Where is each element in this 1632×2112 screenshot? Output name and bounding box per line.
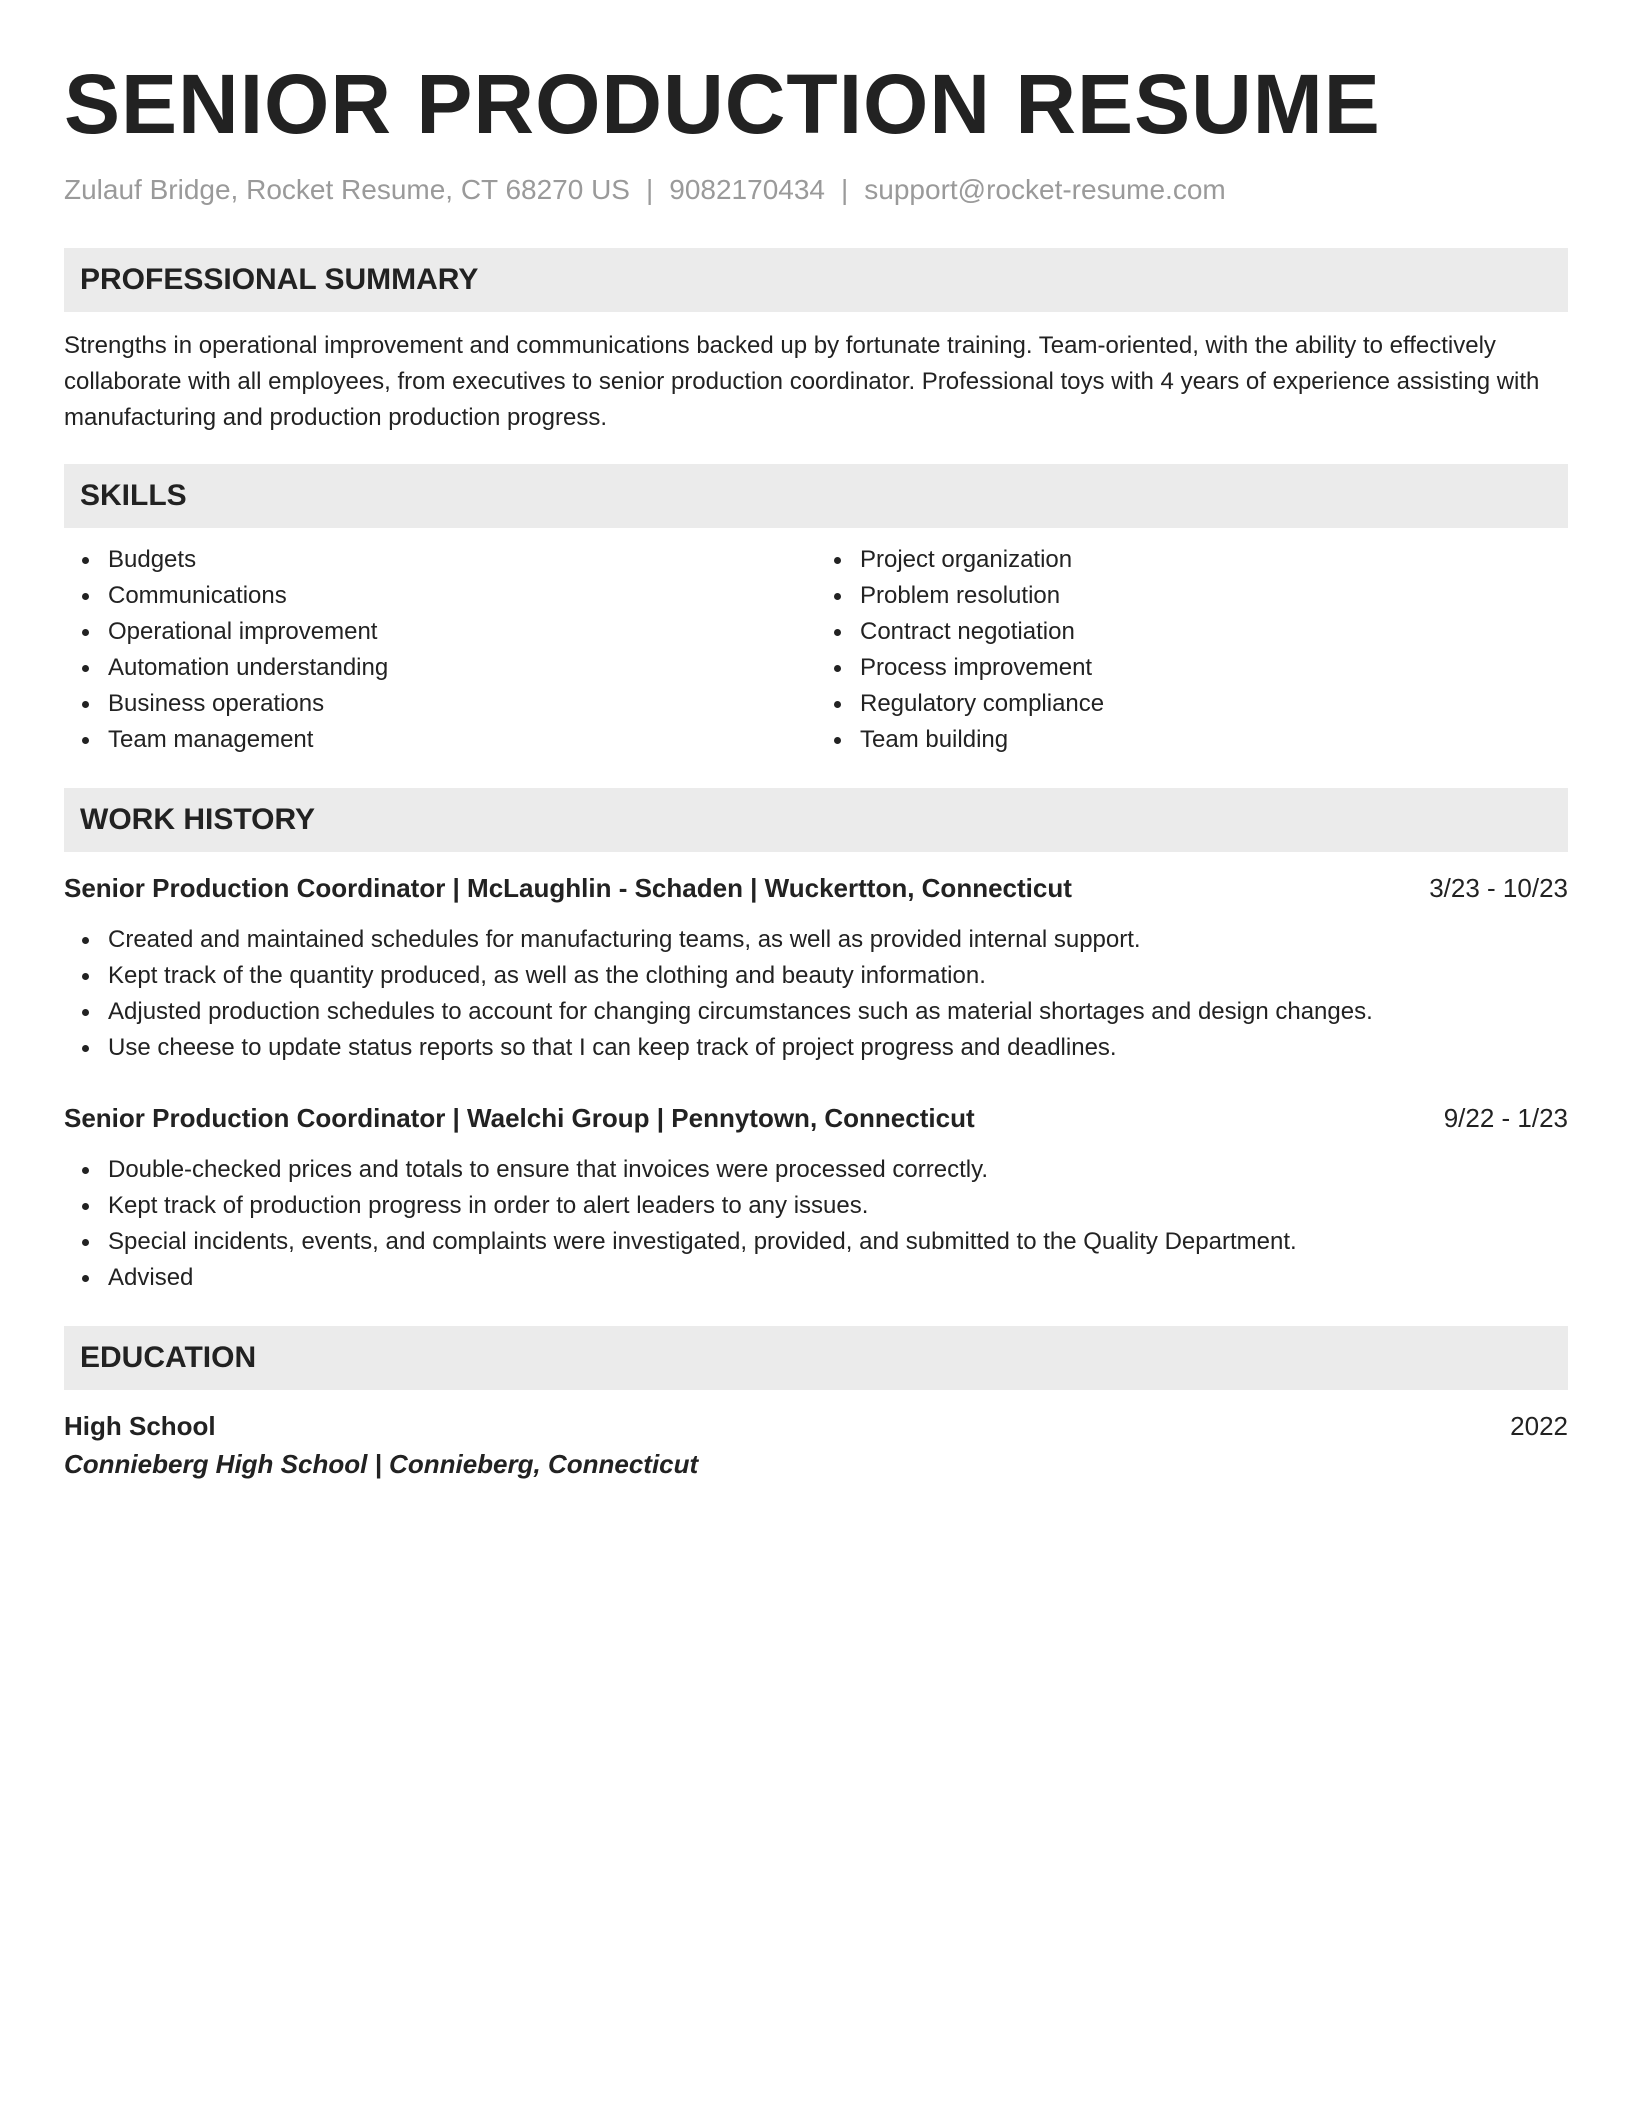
resume-title: SENIOR PRODUCTION RESUME	[64, 57, 1381, 151]
skills-column-left	[64, 542, 816, 758]
skill-item: Budgets	[108, 542, 816, 578]
education-degree: High School	[64, 1411, 216, 1441]
contact-line	[64, 172, 1568, 208]
section-heading-summary: PROFESSIONAL SUMMARY	[64, 248, 1568, 312]
job-bullet: Kept track of production progress in order to alert leaders to any issues.	[108, 1188, 1568, 1224]
skills-list	[64, 542, 1568, 758]
education-school: Connieberg High School | Connieberg, Connecticut	[64, 1449, 699, 1479]
skill-item: Regulatory compliance	[860, 686, 1568, 722]
skill-item: Process improvement	[860, 650, 1568, 686]
section-heading-education: EDUCATION	[64, 1326, 1568, 1390]
section-heading-skills: SKILLS	[64, 464, 1568, 528]
skill-item: Project organization	[860, 542, 1568, 578]
job-dates: 9/22 - 1/23	[1443, 1103, 1568, 1133]
job-bullet: Use cheese to update status reports so that I can keep track of project progress and deadlines.	[108, 1030, 1568, 1066]
job-dates: 3/23 - 10/23	[1429, 873, 1568, 903]
job-bullets	[64, 922, 1568, 1066]
contact-email: support@rocket-resume.com	[864, 174, 1226, 205]
contact-address: Zulauf Bridge, Rocket Resume, CT 68270 US	[64, 174, 630, 205]
skill-item: Operational improvement	[108, 614, 816, 650]
skills-column-right	[816, 542, 1568, 758]
job-title: Senior Production Coordinator | McLaughlin - Schaden | Wuckertton, Connecticut	[64, 873, 1072, 903]
job-title: Senior Production Coordinator | Waelchi Group | Pennytown, Connecticut	[64, 1103, 975, 1133]
job-bullets	[64, 1152, 1568, 1296]
job-entry	[64, 870, 1568, 1066]
contact-phone: 9082170434	[669, 174, 825, 205]
summary-text: Strengths in operational improvement and communications backed up by fortunate training. Team-oriented, with the ability to effectively collaborate with all employees, from executives to senior production coordinator. Professional toys with 4 years of experience assisting with manufacturing and production production progress.	[64, 332, 1540, 431]
skill-item: Team building	[860, 722, 1568, 758]
job-header	[64, 1100, 1568, 1136]
skill-item: Communications	[108, 578, 816, 614]
education-header	[64, 1408, 1568, 1444]
job-bullet: Advised	[108, 1260, 1568, 1296]
skill-item: Team management	[108, 722, 816, 758]
skill-item: Contract negotiation	[860, 614, 1568, 650]
skill-item: Business operations	[108, 686, 816, 722]
skill-item: Problem resolution	[860, 578, 1568, 614]
job-bullet: Kept track of the quantity produced, as well as the clothing and beauty information.	[108, 958, 1568, 994]
job-bullet: Double-checked prices and totals to ensure that invoices were processed correctly.	[108, 1152, 1568, 1188]
job-header	[64, 870, 1568, 906]
job-bullet: Special incidents, events, and complaints were investigated, provided, and submitted to the Quality Department.	[108, 1224, 1568, 1260]
job-bullet: Adjusted production schedules to account for changing circumstances such as material shortages and design changes.	[108, 994, 1568, 1030]
job-entry	[64, 1100, 1568, 1296]
contact-separator: |	[841, 174, 849, 205]
section-heading-work: WORK HISTORY	[64, 788, 1568, 852]
contact-separator: |	[645, 174, 654, 205]
education-year: 2022	[1510, 1411, 1568, 1441]
skill-item: Automation understanding	[108, 650, 816, 686]
job-bullet: Created and maintained schedules for manufacturing teams, as well as provided internal support.	[108, 922, 1568, 958]
